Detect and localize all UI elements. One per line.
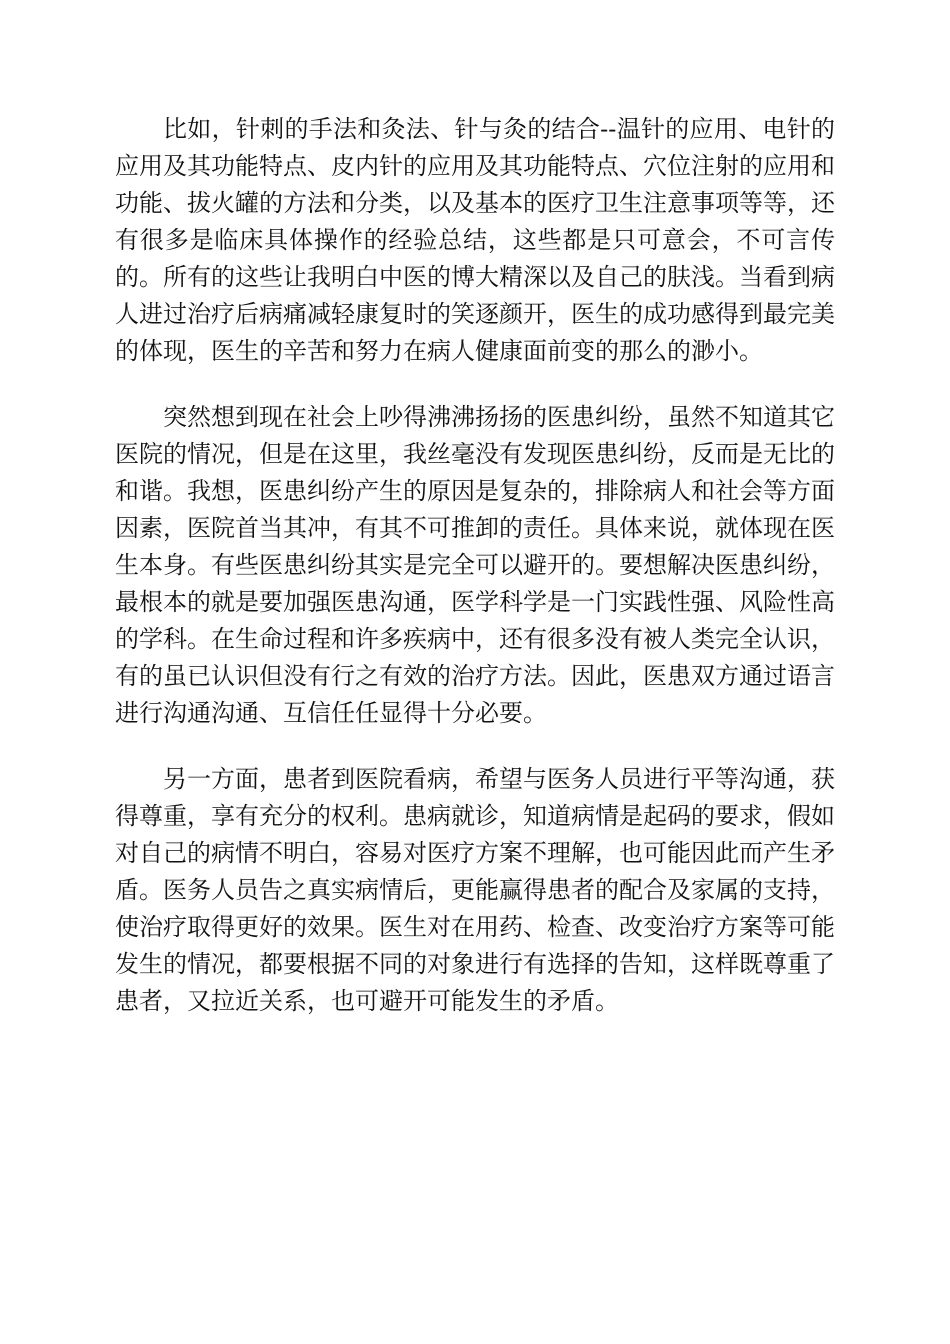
paragraph-doctor-patient-disputes: 突然想到现在社会上吵得沸沸扬扬的医患纠纷，虽然不知道其它医院的情况，但是在这里，我丝毫没有发现医患纠纷，反而是无比的和谐。我想，医患纠纷产生的原因是复杂的，排除病人和社会等方面因素，医院首当其冲，有其不可推卸的责任。具体来说，就体现在医生本身。有些医患纠纷其实是完全可以避开的。要想解决医患纠纷，最根本的就是要加强医患沟通，医学科学是一门实践性强、风险性高的学科。在生命过程和许多疾病中，还有很多没有被人类完全认识，有的虽已认识但没有行之有效的治疗方法。因此，医患双方通过语言进行沟通沟通、互信任任显得十分必要。 — [115, 403, 835, 727]
paragraph-acupuncture: 比如，针刺的手法和灸法、针与灸的结合--温针的应用、电针的应用及其功能特点、皮内针的应用及其功能特点、穴位注射的应用和功能、拔火罐的方法和分类，以及基本的医疗卫生注意事项等等，还有很多是临床具体操作的经验总结，这些都是只可意会，不可言传的。所有的这些让我明白中医的博大精深以及自己的肤浅。当看到病人进过治疗后病痛减轻康复时的笑逐颜开，医生的成功感得到最完美的体现，医生的辛苦和努力在病人健康面前变的那么的渺小。 — [115, 115, 835, 365]
paragraph-patient-communication: 另一方面，患者到医院看病，希望与医务人员进行平等沟通，获得尊重，享有充分的权利。患病就诊，知道病情是起码的要求，假如对自己的病情不明白，容易对医疗方案不理解，也可能因此而产生矛盾。医务人员告之真实病情后，更能赢得患者的配合及家属的支持，使治疗取得更好的效果。医生对在用药、检查、改变治疗方案等可能发生的情况，都要根据不同的对象进行有选择的告知，这样既尊重了患者，又拉近关系，也可避开可能发生的矛盾。 — [115, 765, 835, 1015]
document-body — [115, 111, 835, 1020]
